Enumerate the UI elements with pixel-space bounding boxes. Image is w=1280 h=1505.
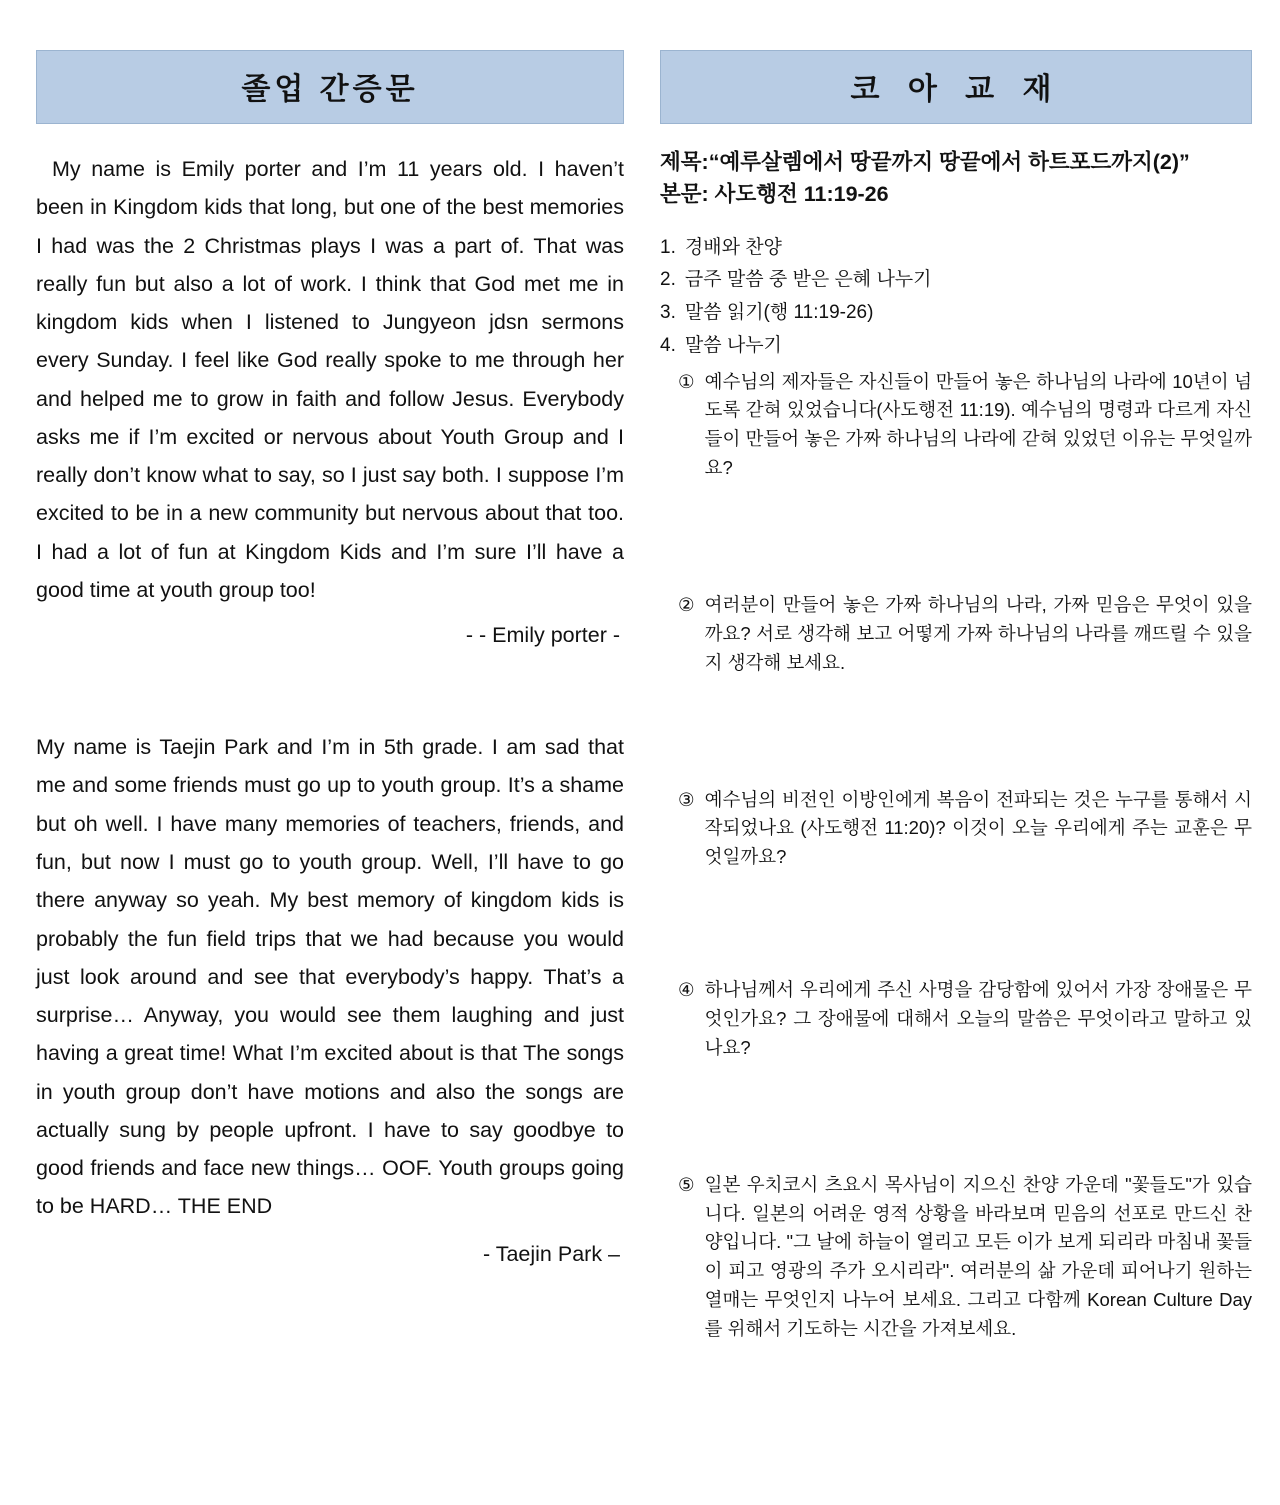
list-item — [678, 591, 1252, 678]
question-marker: ② — [678, 594, 695, 615]
discussion-questions-list — [660, 368, 1252, 1344]
outline-text: 말씀 읽기(행 11:19-26) — [684, 302, 874, 324]
outline-text: 금주 말씀 중 받은 은혜 나누기 — [684, 269, 932, 291]
question-text: 예수님의 비전인 이방인에게 복음이 전파되는 것은 누구를 통해서 시작되었나요 (사도행전 11:20)? 이것이 오늘 우리에게 주는 교훈은 무엇일까요? — [704, 788, 1252, 868]
lesson-outline-list — [660, 233, 1252, 362]
question-marker: ④ — [678, 979, 695, 1001]
list-item — [678, 368, 1252, 483]
outline-text: 경배와 찬양 — [684, 236, 782, 258]
list-item — [660, 298, 1252, 329]
outline-number: 3. — [660, 302, 676, 324]
graduation-testimony-header: 졸업 간증문 — [36, 50, 624, 124]
outline-number: 4. — [660, 334, 676, 356]
testimony-byline-emily: - - Emily porter - — [465, 623, 620, 648]
list-item — [678, 786, 1252, 873]
testimony-body-emily: My name is Emily porter and I’m 11 years old. I haven’t been in Kingdom kids that long, but one of the best memories I had was the 2 Christmas plays I was a part of. That was really fun but also a lot of work. I think that God met me in kingdom kids when I listened to Jungyeon jdsn sermons every Sunday. I feel like God really spoke to me through her and helped me to grow in faith and follow Jesus. Everybody asks me if I’m excited or nervous about Youth Group and I really don’t know what to say, so I just say both. I suppose I’m excited to be in a new community but nervous about that too. I had a lot of fun at Kingdom Kids and I’m sure I’ll have a good time at youth group too! — [36, 157, 624, 602]
question-marker: ⑤ — [678, 1173, 695, 1195]
answer-space — [678, 678, 1252, 786]
question-marker: ③ — [678, 788, 695, 810]
lesson-title-line2: 본문: 사도행전 11:19-26 — [660, 182, 889, 207]
list-item — [660, 233, 1252, 264]
outline-number: 1. — [660, 236, 676, 258]
outline-text: 말씀 나누기 — [684, 334, 782, 356]
list-item — [678, 976, 1252, 1063]
testimony-body-taejin: My name is Taejin Park and I’m in 5th grade. I am sad that me and some friends must go up to youth group. It’s a shame but oh well. I have many memories of teachers, friends, and fun, but now I must go to youth group. Well, I’ll have to go there anyway so yeah. My best memory of kingdom kids is probably the fun field trips that we had because you would just look around and see that everybody’s happy. That’s a surprise… Anyway, you would see them laughing and just having a great time! What I’m excited about is that The songs in youth group don’t have motions and also the songs are actually sung by people upfront. I have to say goodbye to good friends and face new things… OOF. Youth groups going to be HARD… THE END — [36, 735, 624, 1219]
left-column — [36, 50, 624, 1505]
question-text: 일본 우치코시 츠요시 목사님이 지으신 찬양 가운데 "꽃들도"가 있습니다. 일본의 어려운 영적 상황을 바라보며 믿음의 선포로 만드신 찬양입니다. "그 날에 하늘이 열리고 모든 이가 보게 되리라 마침내 꽃들이 피고 영광의 주가 오시리라". 여러분의 삶 가운데 피어나기 원하는 열매는 무엇인지 나누어 보세요. 그리고 다함께 Korean Culture Day를 위해서 기도하는 시간을 가져보세요. — [704, 1173, 1252, 1340]
answer-space — [678, 483, 1252, 591]
list-item — [660, 265, 1252, 296]
question-text: 하나님께서 우리에게 주신 사명을 감당함에 있어서 가장 장애물은 무엇인가요? 그 장애물에 대해서 오늘의 말씀은 무엇이라고 말하고 있나요? — [704, 979, 1252, 1058]
testimony-byline-taejin: - Taejin Park – — [482, 1241, 620, 1266]
list-item — [660, 331, 1252, 362]
lesson-title — [660, 146, 1252, 211]
answer-space — [678, 1063, 1252, 1171]
outline-number: 2. — [660, 269, 676, 291]
answer-space — [678, 872, 1252, 976]
right-column — [660, 50, 1252, 1505]
lesson-title-line1: 제목:“예루살렘에서 땅끝까지 땅끝에서 하트포드까지(2)” — [660, 150, 1190, 174]
core-material-header: 코 아 교 재 — [660, 50, 1252, 124]
question-text: 예수님의 제자들은 자신들이 만들어 놓은 하나님의 나라에 10년이 넘도록 갇혀 있었습니다(사도행전 11:19). 예수님의 명령과 다르게 자신들이 만들어 놓은 가짜 하나님의 나라에 갇혀 있었던 이유는 무엇일까요? — [704, 370, 1252, 479]
list-item — [678, 1171, 1252, 1344]
question-text: 여러분이 만들어 놓은 가짜 하나님의 나라, 가짜 믿음은 무엇이 있을까요? 서로 생각해 보고 어떻게 가짜 하나님의 나라를 깨뜨릴 수 있을지 생각해 보세요. — [704, 594, 1252, 673]
question-marker: ① — [678, 370, 695, 392]
